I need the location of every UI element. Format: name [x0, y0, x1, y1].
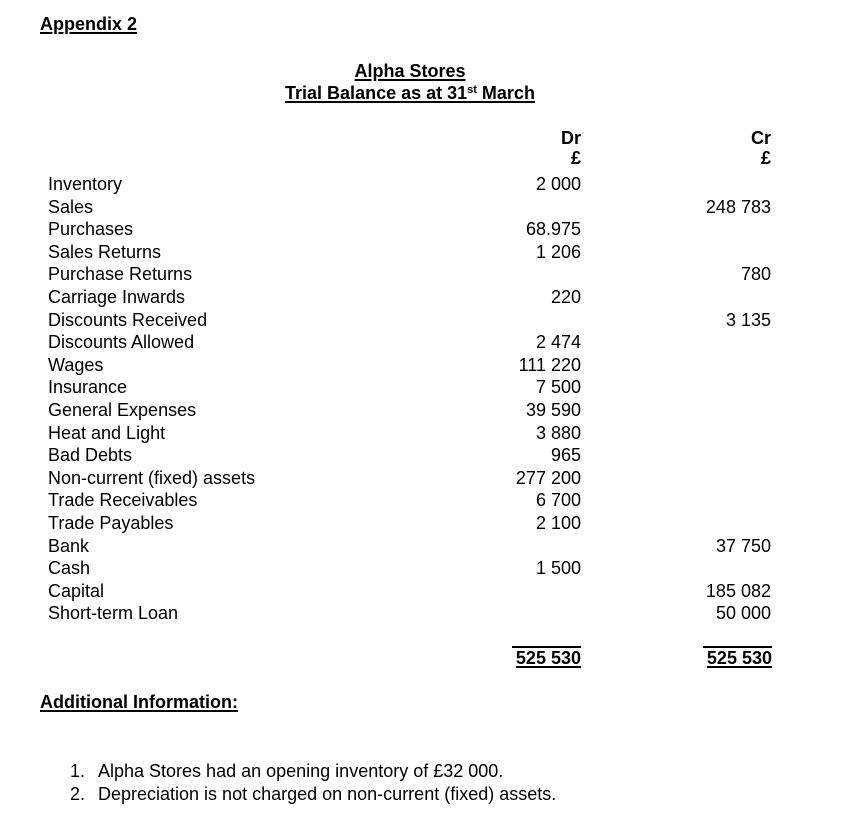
account-name: Purchase Returns: [48, 264, 193, 285]
note-item: [70, 783, 556, 806]
account-name: Capital: [48, 580, 105, 601]
dr-amount: 965: [550, 445, 581, 466]
table-row: [48, 422, 788, 445]
table-row: [48, 286, 788, 309]
dr-amount: 1 206: [535, 241, 581, 262]
appendix-heading: Appendix 2: [40, 14, 138, 34]
note-number: 2.: [70, 783, 86, 804]
dr-total: 525 530: [515, 648, 581, 668]
table-row: [48, 512, 788, 535]
cr-unit: £: [760, 148, 771, 168]
additional-information-heading: Additional Information:: [40, 692, 238, 712]
account-name: Insurance: [48, 377, 128, 398]
company-name: Alpha Stores: [354, 61, 466, 81]
title-suffix: March: [476, 83, 535, 103]
cr-amount: 37 750: [715, 535, 771, 556]
account-name: Purchases: [48, 219, 134, 240]
cr-amount: 780: [740, 264, 771, 285]
account-name: Inventory: [48, 174, 123, 194]
account-name: Trade Payables: [48, 512, 174, 533]
table-row: [48, 263, 788, 286]
cr-amount: 248 783: [705, 196, 771, 217]
cr-amount: 50 000: [715, 603, 771, 624]
dr-amount: 2 474: [535, 332, 581, 353]
dr-amount: 39 590: [525, 399, 581, 420]
dr-amount: 111 220: [518, 354, 581, 375]
account-name: Trade Receivables: [48, 490, 198, 511]
dr-unit: £: [570, 148, 581, 168]
table-row: [48, 489, 788, 512]
account-name: Sales: [48, 196, 94, 217]
trial-balance-rows: [48, 173, 788, 625]
account-name: Wages: [48, 354, 104, 375]
account-name: Discounts Allowed: [48, 332, 195, 353]
table-row: [48, 376, 788, 399]
notes-list: [70, 760, 556, 805]
account-name: Bank: [48, 535, 90, 556]
table-row: [48, 444, 788, 467]
table-row: [48, 557, 788, 580]
table-row: [48, 467, 788, 490]
table-row: [48, 331, 788, 354]
dr-amount: 7 500: [535, 377, 581, 398]
note-text: Depreciation is not charged on non-current (fixed) assets.: [98, 783, 557, 804]
table-row: [48, 399, 788, 422]
account-name: Carriage Inwards: [48, 286, 186, 307]
dr-amount: 2 000: [535, 174, 581, 194]
table-row: [48, 309, 788, 332]
dr-amount: 3 880: [535, 422, 581, 443]
table-row: [48, 173, 788, 196]
note-text: Alpha Stores had an opening inventory of £32 000.: [98, 761, 504, 781]
table-row: [48, 241, 788, 264]
dr-amount: 220: [550, 286, 581, 307]
title-prefix: Trial Balance as at 31: [285, 83, 468, 103]
note-number: 1.: [70, 761, 86, 781]
account-name: General Expenses: [48, 399, 197, 420]
account-name: Non-current (fixed) assets: [48, 467, 256, 488]
table-row: [48, 535, 788, 558]
account-name: Bad Debts: [48, 445, 133, 466]
account-name: Discounts Received: [48, 309, 208, 330]
table-row: [48, 196, 788, 219]
trial-balance-title: [272, 83, 548, 104]
table-row: [48, 580, 788, 603]
account-name: Heat and Light: [48, 422, 166, 443]
dr-amount: 1 500: [535, 558, 581, 579]
dr-amount: 6 700: [535, 490, 581, 511]
dr-amount: 68.975: [525, 219, 581, 240]
cr-label: Cr: [750, 128, 771, 148]
cr-amount: 3 135: [725, 309, 771, 330]
table-row: [48, 602, 788, 625]
cr-amount: 185 082: [705, 580, 771, 601]
dr-amount: 2 100: [535, 512, 581, 533]
cr-column-header: [690, 128, 771, 168]
dr-column-header: [500, 128, 581, 168]
account-name: Short-term Loan: [48, 603, 179, 624]
dr-label: Dr: [560, 128, 581, 148]
cr-total: 525 530: [706, 648, 772, 668]
table-row: [48, 218, 788, 241]
account-name: Sales Returns: [48, 241, 162, 262]
account-name: Cash: [48, 558, 91, 579]
note-item: [70, 760, 556, 783]
title-superscript: st: [467, 84, 477, 96]
dr-amount: 277 200: [515, 467, 581, 488]
table-row: [48, 354, 788, 377]
